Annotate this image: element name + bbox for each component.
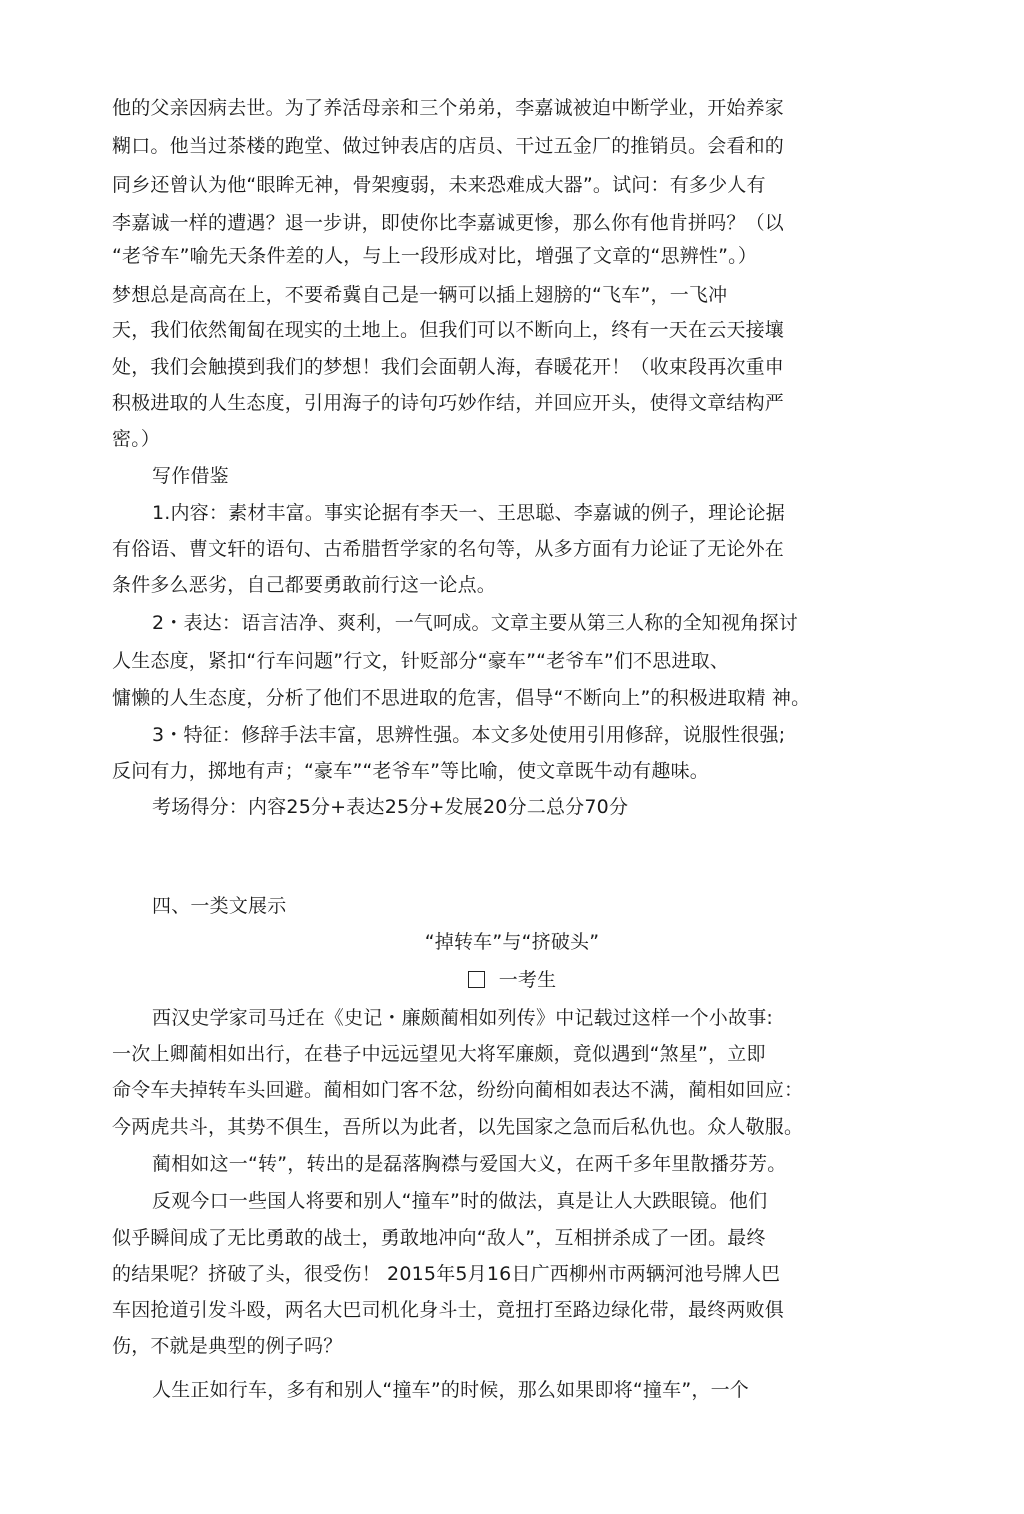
- text-line: “老爷车”喻先天条件差的人，与上一段形成对比，增强了文章的“思辨性”。）: [112, 245, 758, 267]
- essay-title: “掉转车”与“挤破头”: [424, 931, 600, 953]
- text-line: 梦想总是高高在上，不要希冀自己是一辆可以插上翅膀的“飞车”，一飞冲: [112, 284, 728, 306]
- author-name: 一考生: [498, 969, 557, 991]
- score-line: 考场得分：内容25分+表达25分+发展20分二总分70分: [152, 796, 629, 818]
- text-line: 天，我们依然匍匐在现实的土地上。但我们可以不断向上，终有一天在云天接壤: [112, 319, 785, 341]
- text-line: 人生正如行车，多有和别人“撞车”的时候，那么如果即将“撞车”，一个: [152, 1379, 749, 1401]
- text-line: 反问有力，掷地有声；“豪车”“老爷车”等比喻，使文章既牛动有趣味。: [112, 760, 709, 782]
- text-line: 今两虎共斗，其势不俱生，吾所以为此者，以先国家之急而后私仇也。众人敬服。: [112, 1116, 804, 1138]
- text-line: 一次上卿蔺相如出行，在巷子中远远望见大将军廉颇，竟似遇到“煞星”，立即: [112, 1043, 766, 1065]
- text-line: 蔺相如这一“转”，转出的是磊落胸襟与爱国大义，在两千多年里散播芬芳。: [152, 1153, 787, 1175]
- section-heading: 四、一类文展示: [152, 895, 287, 917]
- text-line: 李嘉诚一样的遭遇？退一步讲，即使你比李嘉诚更惨，那么你有他肯拼吗？（以: [112, 212, 785, 234]
- text-line: 伤，不就是典型的例子吗？: [112, 1335, 343, 1357]
- text-line: 糊口。他当过茶楼的跑堂、做过钟表店的店员、干过五金厂的推销员。会看和的: [112, 135, 785, 157]
- text-line: 似乎瞬间成了无比勇敢的战士，勇敢地冲向“敌人”，互相拼杀成了一团。最终: [112, 1227, 766, 1249]
- text-line: 积极进取的人生态度，引用海子的诗句巧妙作结，并回应开头，使得文章结构严: [112, 392, 785, 414]
- text-line: 同乡还曾认为他“眼眸无神，骨架瘦弱，未来恐难成大器”。试问：有多少人有: [112, 174, 766, 196]
- text-line: 慵懒的人生态度，分析了他们不思进取的危害，倡导“不断向上”的积极进取精 神。: [112, 687, 811, 709]
- text-line: 有俗语、曹文轩的语句、古希腊哲学家的名句等，从多方面有力论证了无论外在: [112, 538, 785, 560]
- text-line: 条件多么恶劣，自己都要勇敢前行这一论点。: [112, 574, 497, 596]
- text-line: 命令车夫掉转车头回避。蔺相如门客不忿，纷纷向蔺相如表达不满，蔺相如回应：: [112, 1079, 804, 1101]
- author-line: [0, 966, 1024, 994]
- text-line: 人生态度，紧扣“行车问题”行文，针贬部分“豪车”“老爷车”们不思进取、: [112, 650, 730, 672]
- text-line: 反观今口一些国人将要和别人“撞车”时的做法，真是让人大跌眼镜。他们: [152, 1190, 768, 1212]
- text-line: 车因抢道引发斗殴，两名大巴司机化身斗士，竟扭打至路边绿化带，最终两败俱: [112, 1299, 785, 1321]
- text-line: 密。）: [112, 428, 161, 450]
- checkbox-icon: [468, 971, 485, 988]
- text-line: 2・表达：语言洁净、爽利，一气呵成。文章主要从第三人称的全知视角探讨: [152, 612, 798, 634]
- text-line: 西汉史学家司马迁在《史记・廉颇蔺相如列传》中记载过这样一个小故事:: [152, 1007, 774, 1029]
- text-line: 1.内容：素材丰富。事实论据有李天一、王思聪、李嘉诚的例子，理论论据: [152, 502, 785, 524]
- section-title: 写作借鉴: [152, 465, 229, 487]
- text-line: 处，我们会触摸到我们的梦想！我们会面朝人海，春暖花开！（收束段再次重申: [112, 356, 785, 378]
- text-line: 他的父亲因病去世。为了养活母亲和三个弟弟，李嘉诚被迫中断学业，开始养家: [112, 97, 785, 119]
- text-line: 3・特征：修辞手法丰富，思辨性强。本文多处使用引用修辞，说服性很强;: [152, 724, 786, 746]
- text-line: 的结果呢？挤破了头，很受伤！ 2015年5月16日广西柳州市两辆河池号牌人巴: [112, 1263, 781, 1285]
